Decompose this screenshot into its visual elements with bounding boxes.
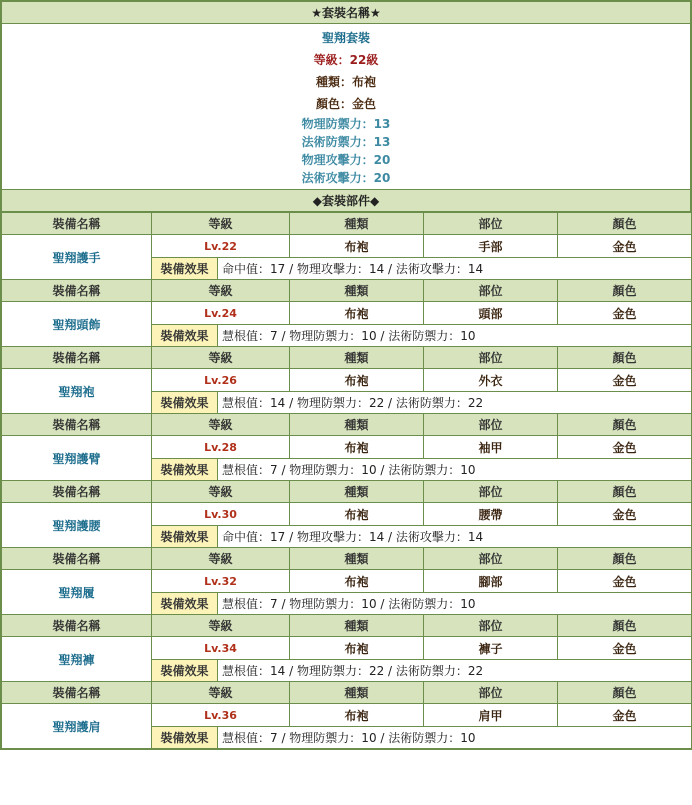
col-header-level: 等級 [152, 682, 290, 704]
column-header-row [2, 347, 692, 369]
set-stat: 物理攻擊力：20 [301, 153, 391, 167]
part-effect: 命中值：17 / 物理攻擊力：14 / 法術攻擊力：14 [218, 258, 692, 280]
part-color: 金色 [558, 570, 692, 593]
column-header-row [2, 213, 692, 235]
part-name: 聖翔護腰 [2, 503, 152, 548]
part-slot: 外衣 [424, 369, 558, 392]
part-effect: 慧根值：14 / 物理防禦力：22 / 法術防禦力：22 [218, 660, 692, 682]
col-header-name: 裝備名稱 [2, 347, 152, 369]
part-info-row [2, 235, 692, 258]
part-name: 聖翔護手 [2, 235, 152, 280]
col-header-name: 裝備名稱 [2, 481, 152, 503]
part-type: 布袍 [290, 436, 424, 459]
set-summary [2, 24, 691, 190]
col-header-type: 種類 [290, 615, 424, 637]
col-header-color: 顏色 [558, 414, 692, 436]
col-header-slot: 部位 [424, 213, 558, 235]
set-color: 顏色：金色 [315, 97, 376, 111]
part-effect: 慧根值：7 / 物理防禦力：10 / 法術防禦力：10 [218, 325, 692, 347]
part-info-row [2, 570, 692, 593]
col-header-name: 裝備名稱 [2, 213, 152, 235]
effect-label: 裝備效果 [152, 392, 218, 414]
part-level: Lv.32 [152, 570, 290, 593]
part-color: 金色 [558, 302, 692, 325]
part-slot: 手部 [424, 235, 558, 258]
part-info-row [2, 369, 692, 392]
col-header-level: 等級 [152, 414, 290, 436]
effect-label: 裝備效果 [152, 325, 218, 347]
part-level: Lv.30 [152, 503, 290, 526]
set-level: 等級：22級 [313, 53, 379, 67]
col-header-type: 種類 [290, 682, 424, 704]
col-header-level: 等級 [152, 615, 290, 637]
part-name: 聖翔護肩 [2, 704, 152, 749]
part-slot: 腰帶 [424, 503, 558, 526]
part-type: 布袍 [290, 503, 424, 526]
part-info-row [2, 503, 692, 526]
part-name: 聖翔頭飾 [2, 302, 152, 347]
col-header-level: 等級 [152, 213, 290, 235]
part-color: 金色 [558, 235, 692, 258]
col-header-type: 種類 [290, 213, 424, 235]
col-header-type: 種類 [290, 481, 424, 503]
column-header-row [2, 280, 692, 302]
col-header-name: 裝備名稱 [2, 280, 152, 302]
part-color: 金色 [558, 369, 692, 392]
set-stat: 法術防禦力：13 [301, 135, 391, 149]
col-header-color: 顏色 [558, 548, 692, 570]
effect-label: 裝備效果 [152, 727, 218, 749]
part-info-row [2, 436, 692, 459]
part-info-row [2, 637, 692, 660]
part-level: Lv.22 [152, 235, 290, 258]
part-slot: 褲子 [424, 637, 558, 660]
column-header-row [2, 481, 692, 503]
part-slot: 頭部 [424, 302, 558, 325]
part-effect: 命中值：17 / 物理攻擊力：14 / 法術攻擊力：14 [218, 526, 692, 548]
effect-label: 裝備效果 [152, 258, 218, 280]
effect-label: 裝備效果 [152, 593, 218, 615]
set-summary-table [1, 1, 691, 212]
part-level: Lv.24 [152, 302, 290, 325]
part-name: 聖翔護臂 [2, 436, 152, 481]
part-type: 布袍 [290, 369, 424, 392]
part-effect: 慧根值：14 / 物理防禦力：22 / 法術防禦力：22 [218, 392, 692, 414]
col-header-type: 種類 [290, 347, 424, 369]
part-effect: 慧根值：7 / 物理防禦力：10 / 法術防禦力：10 [218, 593, 692, 615]
part-name: 聖翔履 [2, 570, 152, 615]
col-header-slot: 部位 [424, 481, 558, 503]
part-slot: 腳部 [424, 570, 558, 593]
part-type: 布袍 [290, 570, 424, 593]
col-header-name: 裝備名稱 [2, 548, 152, 570]
column-header-row [2, 682, 692, 704]
col-header-slot: 部位 [424, 414, 558, 436]
part-info-row [2, 302, 692, 325]
col-header-type: 種類 [290, 280, 424, 302]
col-header-slot: 部位 [424, 548, 558, 570]
column-header-row [2, 548, 692, 570]
part-color: 金色 [558, 637, 692, 660]
set-parts-header: ◆套裝部件◆ [2, 190, 691, 212]
part-type: 布袍 [290, 704, 424, 727]
part-type: 布袍 [290, 637, 424, 660]
part-slot: 袖甲 [424, 436, 558, 459]
column-header-row [2, 414, 692, 436]
col-header-color: 顏色 [558, 682, 692, 704]
part-color: 金色 [558, 436, 692, 459]
set-stat: 物理防禦力：13 [301, 117, 391, 131]
part-name: 聖翔褲 [2, 637, 152, 682]
col-header-slot: 部位 [424, 280, 558, 302]
part-color: 金色 [558, 503, 692, 526]
set-name-header: ★套裝名稱★ [2, 2, 691, 24]
col-header-slot: 部位 [424, 347, 558, 369]
col-header-name: 裝備名稱 [2, 682, 152, 704]
part-color: 金色 [558, 704, 692, 727]
col-header-slot: 部位 [424, 682, 558, 704]
col-header-color: 顏色 [558, 481, 692, 503]
col-header-type: 種類 [290, 414, 424, 436]
part-type: 布袍 [290, 235, 424, 258]
set-name: 聖翔套裝 [321, 31, 370, 45]
part-effect: 慧根值：7 / 物理防禦力：10 / 法術防禦力：10 [218, 459, 692, 481]
part-name: 聖翔袍 [2, 369, 152, 414]
col-header-name: 裝備名稱 [2, 414, 152, 436]
col-header-level: 等級 [152, 347, 290, 369]
col-header-slot: 部位 [424, 615, 558, 637]
col-header-color: 顏色 [558, 280, 692, 302]
col-header-color: 顏色 [558, 213, 692, 235]
col-header-level: 等級 [152, 280, 290, 302]
part-slot: 肩甲 [424, 704, 558, 727]
col-header-color: 顏色 [558, 347, 692, 369]
effect-label: 裝備效果 [152, 526, 218, 548]
col-header-level: 等級 [152, 548, 290, 570]
column-header-row [2, 615, 692, 637]
part-level: Lv.36 [152, 704, 290, 727]
col-header-name: 裝備名稱 [2, 615, 152, 637]
part-level: Lv.34 [152, 637, 290, 660]
part-level: Lv.26 [152, 369, 290, 392]
col-header-color: 顏色 [558, 615, 692, 637]
set-parts-table [1, 212, 692, 749]
part-type: 布袍 [290, 302, 424, 325]
part-level: Lv.28 [152, 436, 290, 459]
set-type: 種類：布袍 [315, 75, 376, 89]
effect-label: 裝備效果 [152, 660, 218, 682]
part-effect: 慧根值：7 / 物理防禦力：10 / 法術防禦力：10 [218, 727, 692, 749]
part-info-row [2, 704, 692, 727]
col-header-type: 種類 [290, 548, 424, 570]
effect-label: 裝備效果 [152, 459, 218, 481]
col-header-level: 等級 [152, 481, 290, 503]
set-stat: 法術攻擊力：20 [301, 171, 391, 185]
